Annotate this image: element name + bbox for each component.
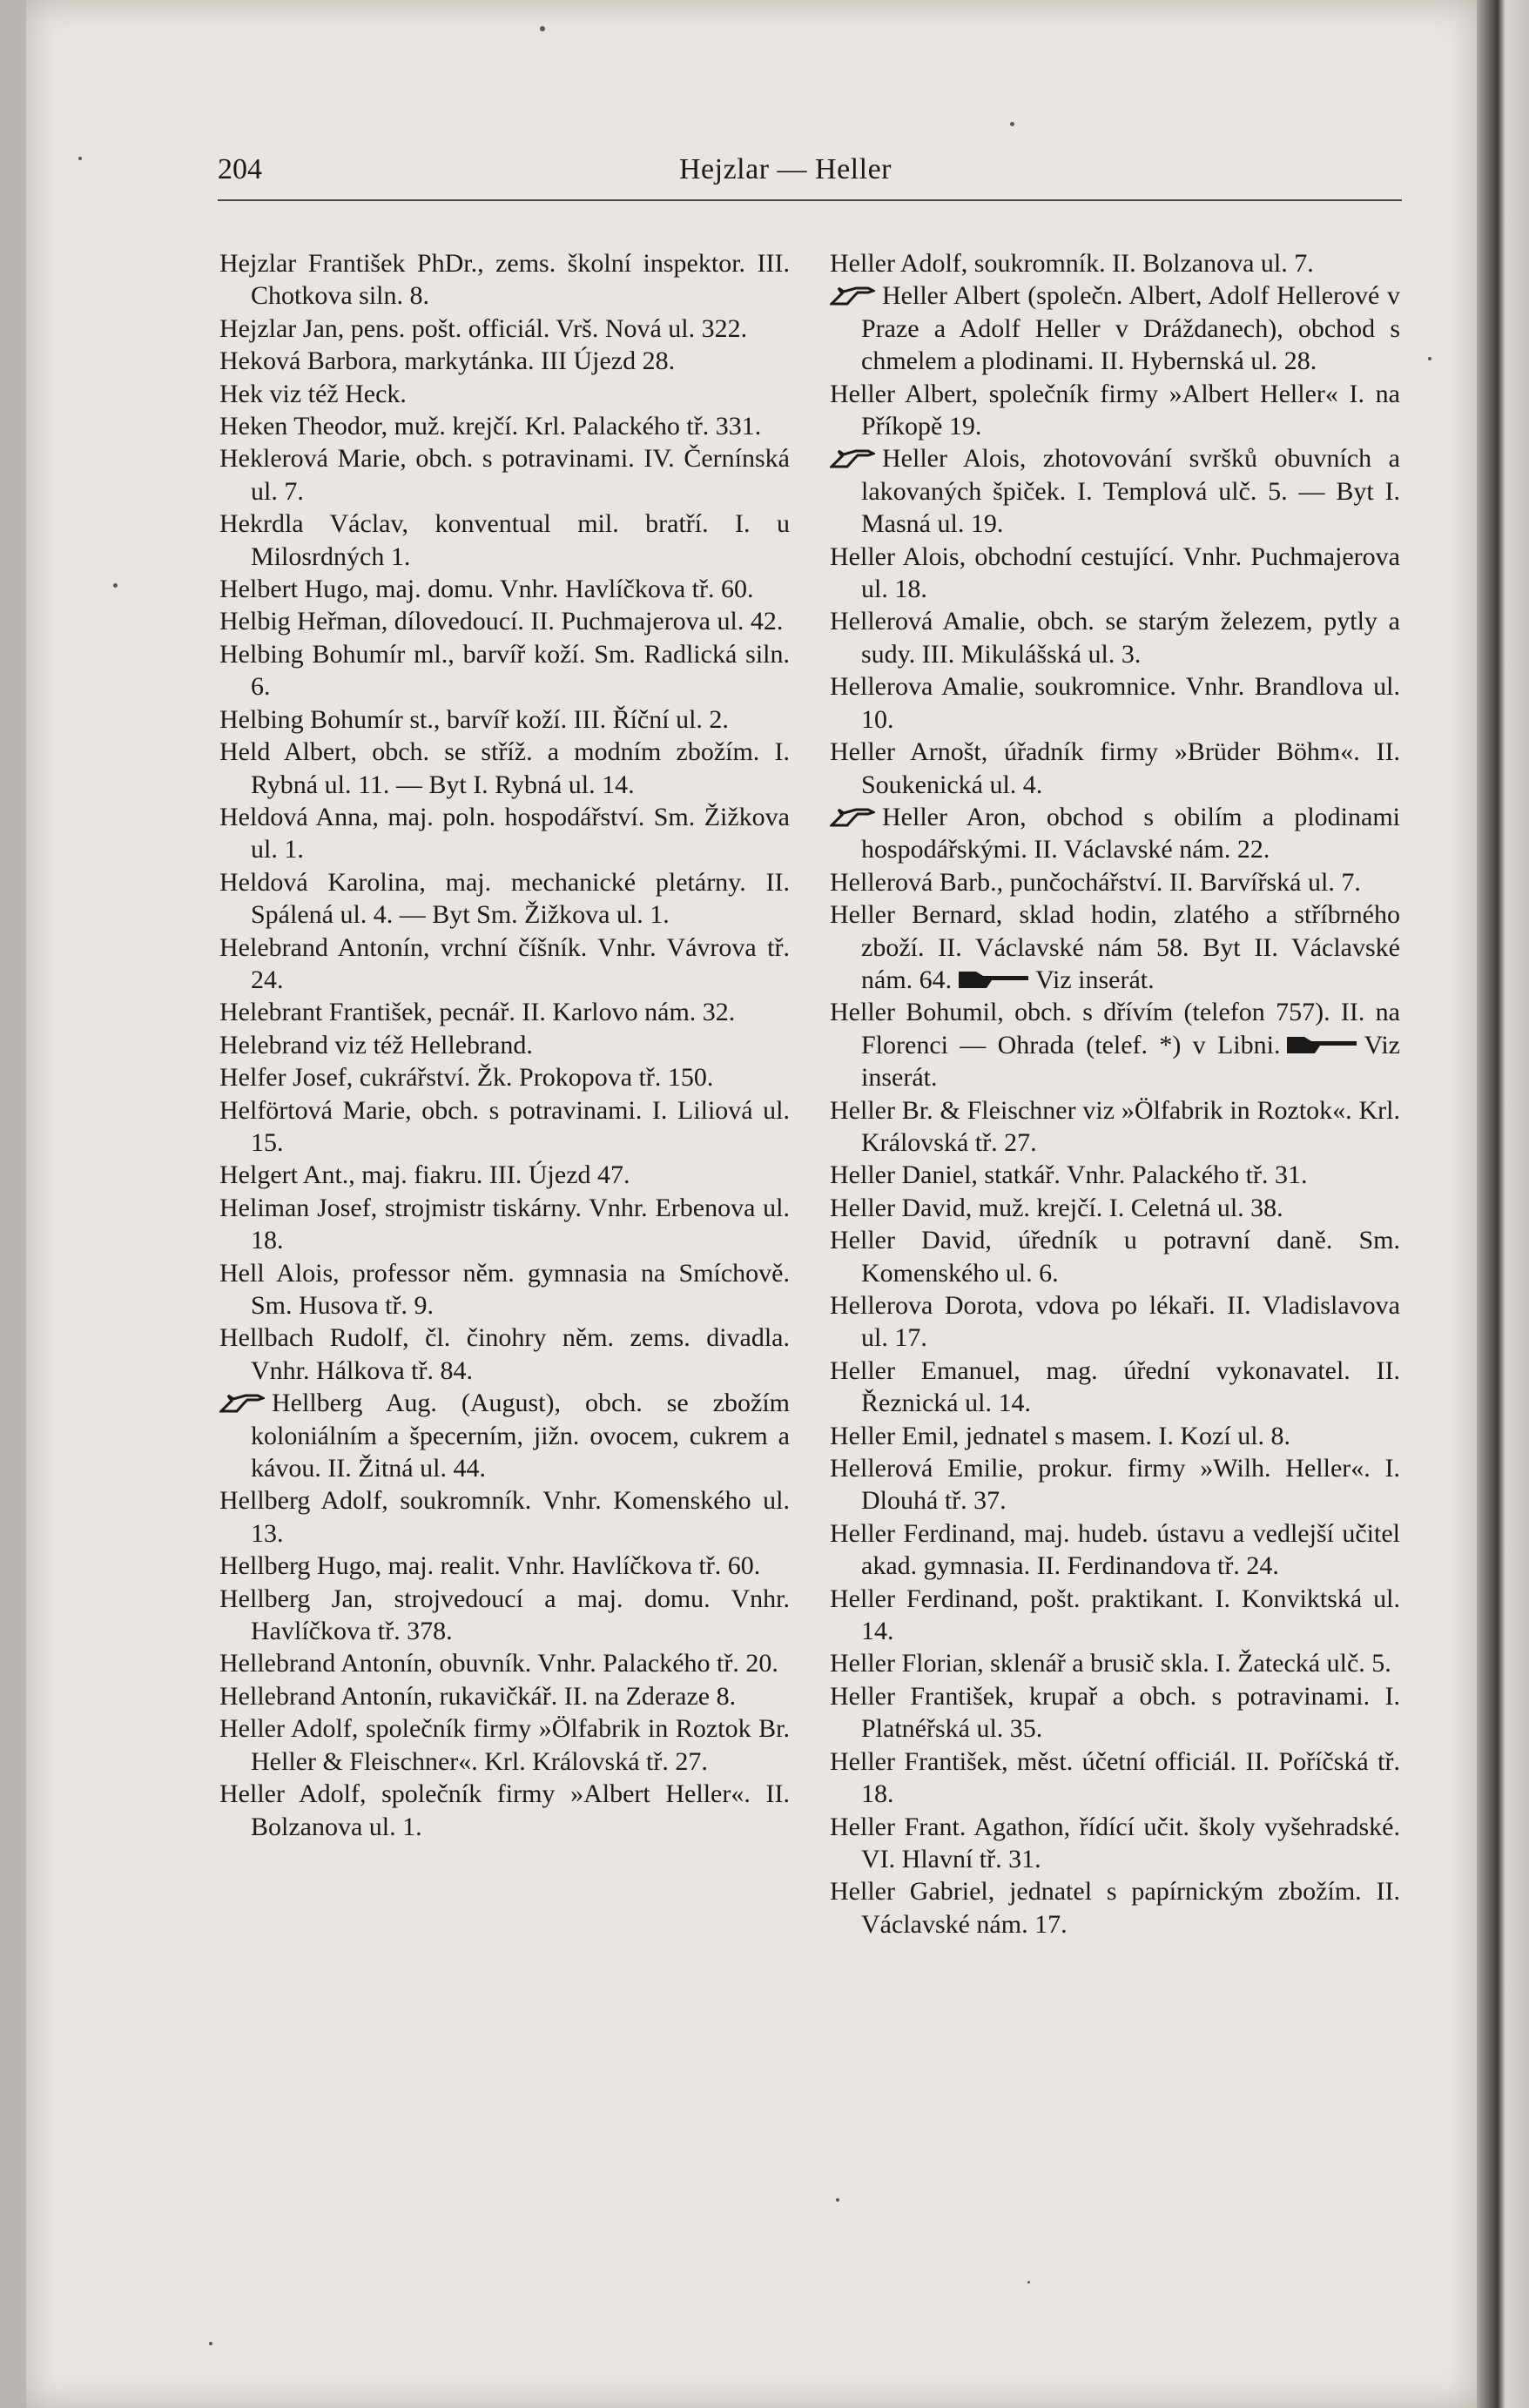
directory-entry bbox=[219, 442, 790, 508]
paper-speck bbox=[78, 157, 82, 160]
entry-text: Heková Barbora, markytánka. III Újezd 28. bbox=[219, 346, 676, 376]
entry-text: Hellebrand Antonín, rukavičkář. II. na Zderaze 8. bbox=[219, 1681, 737, 1711]
pointing-hand-icon bbox=[830, 285, 875, 307]
directory-entry bbox=[830, 1811, 1400, 1876]
entry-text: Helgert Ant., maj. fiakru. III. Újezd 47. bbox=[219, 1160, 630, 1190]
page-edge bbox=[1477, 0, 1529, 2408]
directory-entry bbox=[219, 1061, 790, 1093]
directory-entry bbox=[219, 801, 790, 866]
entry-text: Helebrand Antonín, vrchní číšník. Vnhr. Vávrova tř. 24. bbox=[219, 932, 790, 994]
directory-entry bbox=[830, 1355, 1400, 1420]
directory-entry bbox=[830, 670, 1400, 736]
directory-entry bbox=[830, 378, 1400, 443]
entry-text: Heller David, úředník u potravní daně. Sm. Komenského ul. 6. bbox=[830, 1226, 1400, 1288]
entry-text: Heller Gabriel, jednatel s papírnickým zbožím. II. Václavské nám. 17. bbox=[830, 1877, 1400, 1939]
directory-entry bbox=[830, 1289, 1400, 1355]
directory-entry bbox=[830, 442, 1400, 540]
entry-text: Heliman Josef, strojmistr tiskárny. Vnhr. Erbenova ul. 18. bbox=[219, 1193, 790, 1255]
pointing-hand-icon bbox=[219, 1392, 265, 1415]
entry-text: Heller Aron, obchod s obilím a plodinami hospodářskými. II. Václavské nám. 22. bbox=[861, 802, 1400, 864]
running-head: Hejzlar — Heller bbox=[679, 153, 892, 185]
entry-text: Heller Br. & Fleischner viz »Ölfabrik in Roztok«. Krl. Královská tř. 27. bbox=[830, 1095, 1400, 1157]
entry-text: Heller Alois, obchodní cestující. Vnhr. Puchmajerova ul. 18. bbox=[830, 541, 1400, 604]
dark-pointing-hand-icon bbox=[1285, 1034, 1358, 1057]
directory-entry bbox=[830, 541, 1400, 606]
paper-speck bbox=[209, 2342, 212, 2345]
entry-text: Heken Theodor, muž. krejčí. Krl. Palackého tř. 331. bbox=[219, 412, 762, 441]
entry-text: Heller František, krupař a obch. s potravinami. I. Platnéřská ul. 35. bbox=[830, 1681, 1400, 1744]
entry-text: Heller Florian, sklenář a brusič skla. I. Žatecká ulč. 5. bbox=[830, 1649, 1391, 1678]
page-header bbox=[218, 153, 1411, 197]
directory-entry bbox=[830, 1583, 1400, 1648]
entry-text: Helfer Josef, cukrářství. Žk. Prokopova tř. 150. bbox=[219, 1063, 714, 1093]
entry-text: Hellberg Adolf, soukromník. Vnhr. Komenského ul. 13. bbox=[219, 1486, 790, 1548]
entry-text: Heller Adolf, soukromník. II. Bolzanova ul. 7. bbox=[830, 249, 1314, 278]
entry-text: Heller Emanuel, mag. úřední vykonavatel. II. Řeznická ul. 14. bbox=[830, 1355, 1400, 1418]
entry-text: Hellberg Aug. (August), obch. se zbožím koloniálním a špecerním, jižn. ovocem, cukrem a kávou. II. Žitná ul. 44. bbox=[251, 1389, 790, 1483]
directory-entry bbox=[830, 1094, 1400, 1160]
directory-entry bbox=[219, 1094, 790, 1160]
directory-entry bbox=[830, 1159, 1400, 1191]
directory-entry bbox=[219, 1647, 790, 1679]
entry-text: Heller František, měst. účetní officiál. II. Poříčská tř. 18. bbox=[830, 1746, 1400, 1809]
entry-text: Heldová Anna, maj. poln. hospodářství. Sm. Žižkova ul. 1. bbox=[219, 802, 790, 864]
entry-text: Hek viz též Heck. bbox=[219, 379, 407, 408]
pointing-hand-icon bbox=[830, 447, 875, 470]
directory-entry bbox=[219, 1192, 790, 1257]
right-column bbox=[830, 247, 1400, 2232]
entry-text: Heller Bohumil, obch. s dřívím (telefon 757). II. na Florenci — Ohrada (telef. *) v Libni. bbox=[830, 998, 1400, 1059]
directory-entry bbox=[219, 508, 790, 573]
paper-speck bbox=[540, 26, 545, 31]
directory-entry bbox=[830, 898, 1400, 996]
entry-text: Hellberg Hugo, maj. realit. Vnhr. Havlíčkova tř. 60. bbox=[219, 1551, 761, 1581]
paper-speck bbox=[836, 2198, 839, 2202]
entry-text: Hellerová Amalie, obch. se starým železem, pytly a sudy. III. Mikulášská ul. 3. bbox=[830, 607, 1400, 669]
entry-text: Helbing Bohumír st., barvíř koží. III. Říční ul. 2. bbox=[219, 704, 729, 734]
directory-entry bbox=[219, 638, 790, 703]
directory-entry bbox=[219, 1159, 790, 1191]
paper-speck bbox=[1010, 122, 1014, 126]
directory-entry bbox=[830, 801, 1400, 866]
entry-text: Heller Daniel, statkář. Vnhr. Palackého tř. 31. bbox=[830, 1160, 1308, 1190]
see-advert-note: Viz inserát. bbox=[861, 1030, 1400, 1093]
entry-text: Helbert Hugo, maj. domu. Vnhr. Havlíčkova tř. 60. bbox=[219, 575, 754, 604]
directory-entry bbox=[219, 1322, 790, 1387]
directory-entry bbox=[830, 1745, 1400, 1811]
entry-text: Heller Ferdinand, pošt. praktikant. I. Konviktská ul. 14. bbox=[830, 1584, 1400, 1646]
entry-text: Hellberg Jan, strojvedoucí a maj. domu. Vnhr. Havlíčkova tř. 378. bbox=[219, 1584, 790, 1646]
paper-speck bbox=[1428, 357, 1431, 360]
entry-text: Hell Alois, professor něm. gymnasia na Smíchově. Sm. Husova tř. 9. bbox=[219, 1258, 790, 1320]
directory-entry bbox=[219, 1029, 790, 1061]
directory-entry bbox=[219, 1583, 790, 1648]
entry-text: Held Albert, obch. se stříž. a modním zbožím. I. Rybná ul. 11. — Byt I. Rybná ul. 14. bbox=[219, 737, 790, 799]
entry-text: Hellerova Dorota, vdova po lékaři. II. Vladislavova ul. 17. bbox=[830, 1291, 1400, 1353]
directory-entry bbox=[219, 1550, 790, 1582]
directory-entry bbox=[219, 573, 790, 605]
directory-entry bbox=[830, 247, 1400, 279]
directory-entry bbox=[830, 1517, 1400, 1583]
directory-entry bbox=[219, 736, 790, 801]
directory-entry bbox=[219, 410, 790, 442]
entry-text: Hekrdla Václav, konventual mil. bratří. I. u Milosrdných 1. bbox=[219, 509, 790, 571]
paper-speck bbox=[1027, 2281, 1030, 2284]
directory-entry bbox=[219, 996, 790, 1028]
directory-entry bbox=[830, 1647, 1400, 1679]
entry-text: Heller Bernard, sklad hodin, zlatého a stříbrného zboží. II. Václavské nám 58. Byt II. Václavské nám. 64. bbox=[830, 900, 1400, 994]
entry-text: Helbing Bohumír ml., barvíř koží. Sm. Radlická siln. 6. bbox=[219, 639, 790, 702]
entry-text: Helbig Heřman, dílovedoucí. II. Puchmajerova ul. 42. bbox=[219, 607, 784, 636]
entry-text: Heller Albert, společník firmy »Albert Heller« I. na Příkopě 19. bbox=[830, 379, 1400, 441]
entry-text: Heller Frant. Agathon, řídící učit. školy vyšehradské. VI. Hlavní tř. 31. bbox=[830, 1812, 1400, 1873]
directory-entry bbox=[830, 1224, 1400, 1289]
entry-text: Heller Alois, zhotovování svršků obuvních a lakovaných špiček. I. Templová ulč. 5. — Byt I. Masná ul. 19. bbox=[861, 444, 1400, 539]
directory-entry bbox=[830, 1452, 1400, 1517]
entry-text: Helebrand viz též Hellebrand. bbox=[219, 1030, 533, 1059]
directory-entry bbox=[219, 247, 790, 313]
entry-text: Heller Albert (společn. Albert, Adolf Hellerové v Praze a Adolf Heller v Dráždanech), obchod s chmelem a plodinami. II. Hybernská ul. 28. bbox=[861, 281, 1400, 376]
entry-text: Hellerová Barb., punčochářství. II. Barvířská ul. 7. bbox=[830, 867, 1361, 897]
directory-entry bbox=[830, 736, 1400, 801]
entry-text: Heller Adolf, společník firmy »Albert Heller«. II. Bolzanova ul. 1. bbox=[219, 1779, 790, 1841]
entry-text: Heller Arnošt, úřadník firmy »Brüder Böhm«. II. Soukenická ul. 4. bbox=[830, 737, 1400, 799]
directory-entry bbox=[219, 378, 790, 410]
directory-entry bbox=[219, 1712, 790, 1778]
directory-entry bbox=[219, 866, 790, 932]
entry-text: Heller Adolf, společník firmy »Ölfabrik in Roztok Br. Heller & Fleischner«. Krl. Královská tř. 27. bbox=[219, 1714, 790, 1776]
directory-entry bbox=[830, 605, 1400, 670]
directory-entry bbox=[219, 605, 790, 637]
directory-entry bbox=[830, 1680, 1400, 1745]
directory-entry bbox=[830, 279, 1400, 377]
pointing-hand-icon bbox=[830, 806, 875, 829]
directory-entry bbox=[219, 1680, 790, 1712]
directory-entry bbox=[219, 345, 790, 377]
directory-entry bbox=[219, 1387, 790, 1484]
header-rule bbox=[218, 199, 1402, 201]
paper-speck bbox=[113, 583, 118, 588]
dark-pointing-hand-icon bbox=[957, 969, 1030, 992]
directory-entry bbox=[219, 313, 790, 345]
entry-text: Hellerová Emilie, prokur. firmy »Wilh. Heller«. I. Dlouhá tř. 37. bbox=[830, 1454, 1400, 1516]
directory-entry bbox=[830, 1875, 1400, 1941]
entry-text: Hellerova Amalie, soukromnice. Vnhr. Brandlova ul. 10. bbox=[830, 672, 1400, 734]
directory-entry bbox=[219, 932, 790, 997]
directory-entry bbox=[219, 1257, 790, 1322]
entry-text: Hellebrand Antonín, obuvník. Vnhr. Palackého tř. 20. bbox=[219, 1649, 778, 1678]
directory-entry bbox=[219, 703, 790, 736]
entry-text: Helebrant František, pecnář. II. Karlovo nám. 32. bbox=[219, 998, 736, 1027]
entry-text: Hellbach Rudolf, čl. činohry něm. zems. divadla. Vnhr. Hálkova tř. 84. bbox=[219, 1323, 790, 1385]
directory-entry bbox=[219, 1778, 790, 1843]
directory-entry bbox=[830, 1192, 1400, 1224]
entry-text: Hejzlar František PhDr., zems. školní inspektor. III. Chotkova siln. 8. bbox=[219, 249, 790, 311]
directory-entry bbox=[830, 996, 1400, 1093]
entry-text: Heller Ferdinand, maj. hudeb. ústavu a vedlejší učitel akad. gymnasia. II. Ferdinandova tř. 24. bbox=[830, 1518, 1400, 1581]
entry-text: Heklerová Marie, obch. s potravinami. IV. Černínská ul. 7. bbox=[219, 444, 790, 506]
entry-text: Hejzlar Jan, pens. pošt. officiál. Vrš. Nová ul. 322. bbox=[219, 313, 748, 343]
directory-entry bbox=[830, 1420, 1400, 1452]
left-column bbox=[219, 247, 790, 2232]
see-advert-note: Viz inserát. bbox=[1035, 965, 1155, 994]
entry-text: Heldová Karolina, maj. mechanické pletárny. II. Spálená ul. 4. — Byt Sm. Žižkova ul. 1. bbox=[219, 867, 790, 930]
entry-text: Helförtová Marie, obch. s potravinami. I. Liliová ul. 15. bbox=[219, 1095, 790, 1157]
entry-text: Heller Emil, jednatel s masem. I. Kozí ul. 8. bbox=[830, 1421, 1291, 1450]
page-number: 204 bbox=[218, 153, 262, 185]
directory-entry bbox=[830, 866, 1400, 898]
directory-entry bbox=[219, 1484, 790, 1550]
entry-text: Heller David, muž. krejčí. I. Celetná ul. 38. bbox=[830, 1193, 1283, 1222]
